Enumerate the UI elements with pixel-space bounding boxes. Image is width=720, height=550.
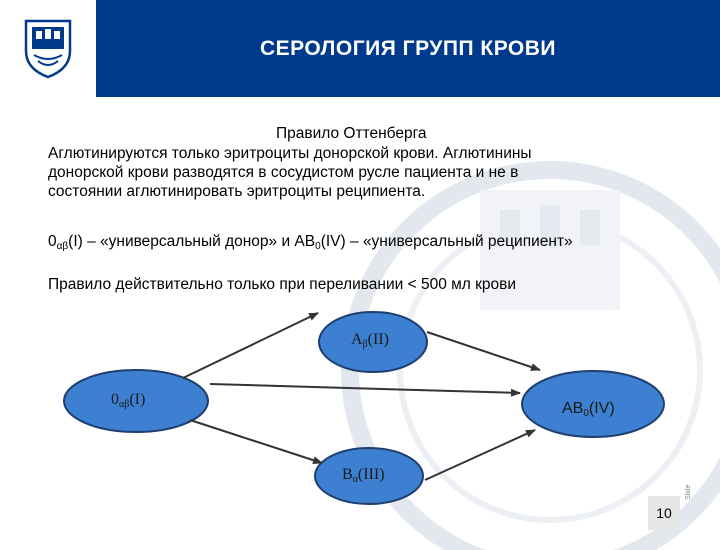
donor-line-text: (I) – «универсальный донор» и АВ (68, 233, 316, 250)
node-b-suffix: (III) (357, 466, 385, 483)
donor-group-o: 0 (48, 233, 57, 250)
node-o-label (111, 391, 145, 409)
donor-group-o-sub: αβ (56, 241, 69, 252)
node-ab-base: AB (562, 400, 584, 417)
donor-line-text-2: (IV) – «универсальный реципиент» (320, 233, 573, 250)
arrow-b-to-ab (425, 430, 535, 480)
node-a-sub: β (362, 339, 368, 350)
slide-number: 10 (656, 505, 672, 521)
validity-rule: Правило действительно только при переливании < 500 мл крови (48, 276, 517, 293)
rule-title: Правило Оттенберга (276, 125, 427, 142)
node-a-base: A (351, 331, 363, 348)
arrow-o-to-a (183, 313, 318, 378)
node-ab-label (562, 400, 615, 418)
page-title: СЕРОЛОГИЯ ГРУПП КРОВИ (259, 36, 557, 60)
arrow-o-to-b (190, 420, 322, 463)
slide-tag: Slide (685, 484, 692, 500)
node-b-label (342, 466, 385, 484)
node-o-sub: αβ (119, 399, 130, 410)
rule-text-line: донорской крови разводятся в сосудистом русле пациента и не в (48, 164, 519, 181)
node-ab-sub: 0 (583, 408, 589, 419)
donor-group-ab-sub: 0 (315, 241, 321, 252)
arrow-a-to-ab (427, 332, 540, 370)
node-ab-suffix: (IV) (588, 400, 615, 417)
node-b-base: B (342, 466, 353, 483)
node-a-label (351, 331, 389, 349)
rule-text-line: состоянии аглютинировать эритроциты реципиента. (48, 183, 426, 200)
node-o-suffix: (I) (129, 391, 146, 408)
node-a-suffix: (II) (367, 331, 389, 348)
node-b-sub: α (352, 474, 358, 485)
arrow-o-to-ab (210, 384, 520, 393)
node-o-base: 0 (111, 391, 119, 408)
rule-text-line: Аглютинируются только эритроциты донорской крови. Аглютинины (48, 145, 532, 162)
